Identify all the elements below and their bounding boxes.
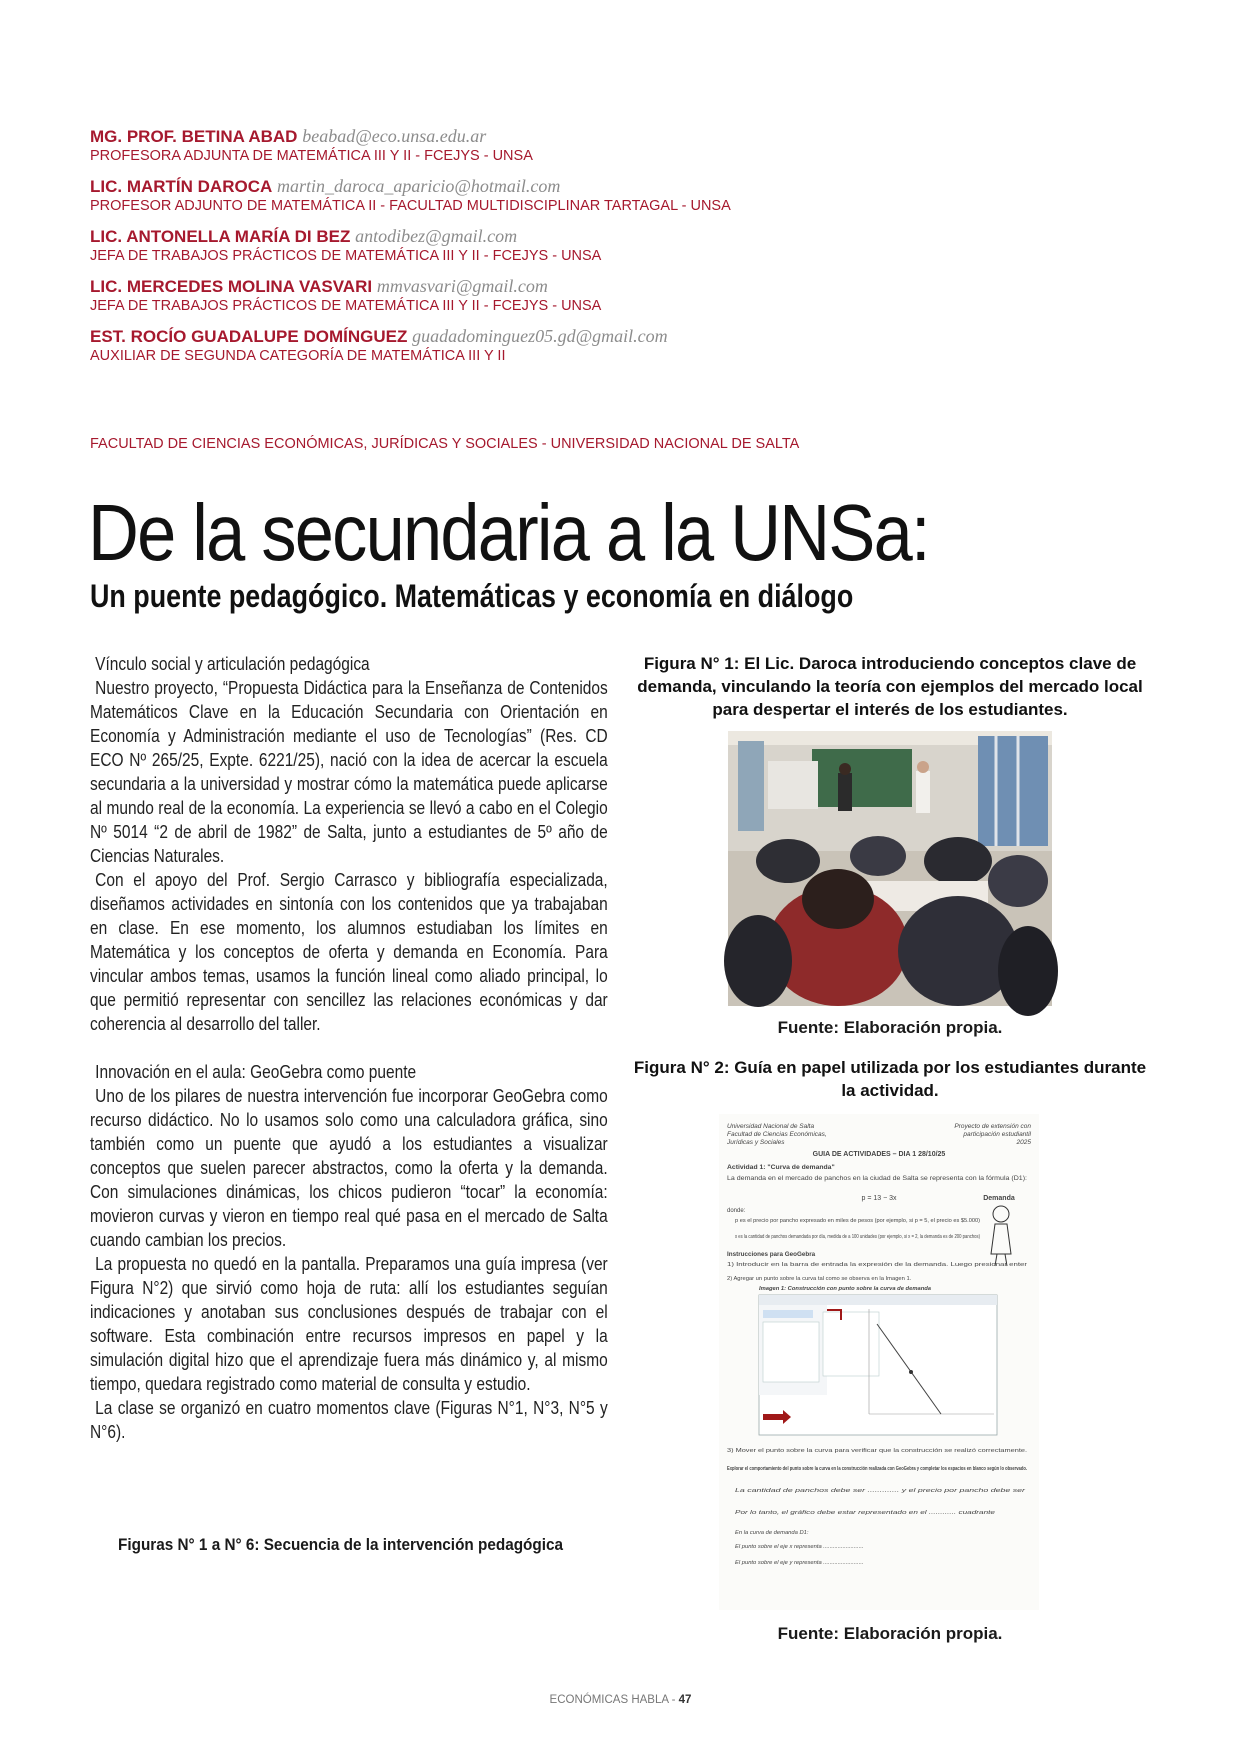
- author-entry: [90, 276, 1150, 316]
- guide-step-3: 3) Mover el punto sobre la curva para verificar que la construcción se realizó correctamente.: [727, 1448, 1028, 1454]
- author-entry: [90, 126, 1150, 166]
- guide-step-2: 2) Agregar un punto sobre la curva tal como se observa en la Imagen 1.: [727, 1276, 912, 1282]
- guide-header-left-1: Universidad Nacional de Salta: [727, 1123, 815, 1130]
- section-heading: Vínculo social y articulación pedagógica: [95, 654, 370, 674]
- footer-magazine: ECONÓMICAS HABLA -: [549, 1694, 679, 1706]
- guide-explore: Explorar el comportamiento del punto sobre la curva en la construcción realizada con GeoGebra y completar los espacios en blanco según lo observado.: [727, 1466, 1028, 1472]
- author-role: JEFA DE TRABAJOS PRÁCTICOS DE MATEMÁTICA III Y II - FCEJYS - UNSA: [90, 248, 602, 264]
- figure-1-caption-box: [630, 652, 1150, 721]
- author-name: LIC. MERCEDES MOLINA VASVARI: [90, 277, 373, 296]
- geogebra-screenshot: [759, 1295, 997, 1435]
- author-name: MG. PROF. BETINA ABAD: [90, 127, 298, 146]
- body-paragraph: Uno de los pilares de nuestra intervención fue incorporar GeoGebra como recurso didáctico. No lo usamos solo como una calculadora gráfica, sino también como un puente que ayudó a los estudiantes a visualizar conceptos que suelen parecer abstractos, como la oferta y la demanda. Con simulaciones dinámicas, los chicos pudieron “tocar” la economía: movieron curvas y vieron en tiempo real qué pasa en el mercado de Salta cuando cambian los precios.: [90, 1086, 608, 1250]
- author-role: PROFESORA ADJUNTA DE MATEMÁTICA III Y II - FCEJYS - UNSA: [90, 148, 533, 164]
- activity-guide-image: [719, 1114, 1039, 1610]
- guide-intro: La demanda en el mercado de panchos en la ciudad de Salta se representa con la fórmula (D1):: [727, 1176, 1028, 1182]
- body-paragraph: Con el apoyo del Prof. Sergio Carrasco y bibliografía especializada, diseñamos actividades en sintonía con los contenidos que ya trabajaban en clase. En ese momento, los alumnos estudiaban los límites en Matemática y los conceptos de oferta y demanda en Economía. Para vincular ambos temas, usamos la función lineal como aliado principal, lo que permitió representar con sencillez las relaciones económicas y dar coherencia al desarrollo del taller.: [90, 870, 608, 1034]
- guide-step-1: 1) Introducir en la barra de entrada la expresión de la demanda. Luego presionar enter: [727, 1262, 1028, 1268]
- guide-fill-4: El punto sobre el eje x representa .........................: [735, 1544, 864, 1550]
- guide-fill-1: La cantidad de panchos debe ser ............. y el precio por pancho debe ser: [735, 1488, 1027, 1494]
- author-name: LIC. ANTONELLA MARÍA DI BEZ: [90, 227, 351, 246]
- author-entry: [90, 226, 1150, 266]
- guide-title: GUIA DE ACTIVIDADES – DIA 1 28/10/25: [812, 1151, 946, 1158]
- guide-demand-label: Demanda: [983, 1195, 1015, 1202]
- guide-header-left-2: Facultad de Ciencias Económicas,: [727, 1131, 827, 1138]
- figure-2-caption-box: [630, 1056, 1150, 1102]
- guide-bullet-1: p es el precio por pancho expresado en miles de pesos (por ejemplo, si p = 5, el precio es $5.000): [735, 1218, 981, 1224]
- guide-where: donde:: [727, 1208, 746, 1214]
- body-paragraph: La propuesta no quedó en la pantalla. Preparamos una guía impresa (ver Figura N°2) que sirvió como hoja de ruta: allí los estudiantes seguían indicaciones y anotaban sus conclusiones después de trabajar con el software. Esta combinación entre recursos impresos en papel y la simulación digital hizo que el aprendizaje fuera más dinámico y, al mismo tiempo, quedara registrado como material de consulta y estudio.: [90, 1254, 608, 1394]
- guide-header-left-3: Jurídicas y Sociales: [727, 1139, 785, 1146]
- author-role: AUXILIAR DE SEGUNDA CATEGORÍA DE MATEMÁTICA III Y II: [90, 348, 506, 364]
- author-email[interactable]: guadadominguez05.gd@gmail.com: [412, 326, 668, 346]
- guide-fill-2: Por lo tanto, el gráfico debe estar representado en el ............ cuadrante: [735, 1510, 997, 1516]
- author-email[interactable]: beabad@eco.unsa.edu.ar: [302, 126, 487, 146]
- author-email[interactable]: antodibez@gmail.com: [355, 226, 518, 246]
- guide-header-right-3: 2025: [1016, 1139, 1031, 1146]
- guide-header-right-1: Proyecto de extensión con: [954, 1123, 1031, 1130]
- page-number: 47: [678, 1694, 692, 1706]
- body-paragraph: La clase se organizó en cuatro momentos clave (Figuras N°1, N°3, N°5 y N°6).: [90, 1398, 608, 1442]
- author-role: JEFA DE TRABAJOS PRÁCTICOS DE MATEMÁTICA III Y II - FCEJYS - UNSA: [90, 298, 602, 314]
- body-paragraph: Nuestro proyecto, “Propuesta Didáctica para la Enseñanza de Contenidos Matemáticos Clave en la Educación Secundaria con Orientación en Economía y Administración mediante el uso de Tecnologías” (Res. CD ECO Nº 265/25, Expte. 6221/25), nació con la idea de acercar la escuela secundaria a la universidad y mostrar cómo la matemática puede aplicarse al mundo real de la economía. La experiencia se llevó a cabo en el Colegio Nº 5014 “2 de abril de 1982” de Salta, junto a estudiantes de 5º año de Ciencias Naturales.: [90, 678, 608, 866]
- figure-2-source: Fuente: Elaboración propia.: [777, 1624, 1003, 1643]
- body-column-left: [90, 652, 608, 1444]
- faculty-affiliation: FACULTAD DE CIENCIAS ECONÓMICAS, JURÍDICAS Y SOCIALES - UNIVERSIDAD NACIONAL DE SALTA: [90, 436, 800, 452]
- article-subtitle: Un puente pedagógico. Matemáticas y economía en diálogo: [90, 578, 854, 614]
- author-name: LIC. MARTÍN DAROCA: [90, 177, 273, 196]
- guide-fill-3: En la curva de demanda D1:: [735, 1530, 809, 1536]
- section-heading: Innovación en el aula: GeoGebra como puente: [95, 1062, 417, 1082]
- guide-formula: p = 13 − 3x: [861, 1195, 897, 1202]
- article-title: De la secundaria a la UNSa:: [88, 488, 929, 577]
- classroom-photo: [728, 731, 1052, 1006]
- author-role: PROFESOR ADJUNTO DE MATEMÁTICA II - FACULTAD MULTIDISCIPLINAR TARTAGAL - UNSA: [90, 198, 731, 214]
- figure-1-caption: Figura N° 1: El Lic. Daroca introduciendo conceptos clave de demanda, vinculando la teoría con ejemplos del mercado local para despertar el interés de los estudiantes.: [637, 654, 1143, 719]
- figure-1-source: Fuente: Elaboración propia.: [777, 1018, 1003, 1037]
- guide-image-caption: Imagen 1: Construcción con punto sobre la curva de demanda: [759, 1286, 932, 1292]
- author-entry: [90, 326, 1150, 366]
- author-name: EST. ROCÍO GUADALUPE DOMÍNGUEZ: [90, 327, 408, 346]
- guide-fill-5: El punto sobre el eje y representa .........................: [735, 1560, 864, 1566]
- author-email[interactable]: martin_daroca_aparicio@hotmail.com: [277, 176, 561, 196]
- guide-activity: Actividad 1: "Curva de demanda": [727, 1164, 835, 1171]
- guide-bullet-2: x es la cantidad de panchos demandada por día, medida de a 100 unidades (por ejemplo, si x = 2, la demanda es de 200 panchos): [735, 1234, 981, 1240]
- author-entry: [90, 176, 1150, 216]
- page-footer: [0, 1694, 1241, 1706]
- guide-instructions: Instrucciones para GeoGebra: [727, 1251, 816, 1258]
- authors-block: [90, 126, 1150, 376]
- author-email[interactable]: mmvasvari@gmail.com: [376, 276, 548, 296]
- figures-sequence-caption: Figuras N° 1 a N° 6: Secuencia de la intervención pedagógica: [118, 1535, 564, 1554]
- guide-header-right-2: participación estudiantil: [963, 1131, 1031, 1138]
- figure-2-caption: Figura N° 2: Guía en papel utilizada por los estudiantes durante la actividad.: [633, 1058, 1147, 1100]
